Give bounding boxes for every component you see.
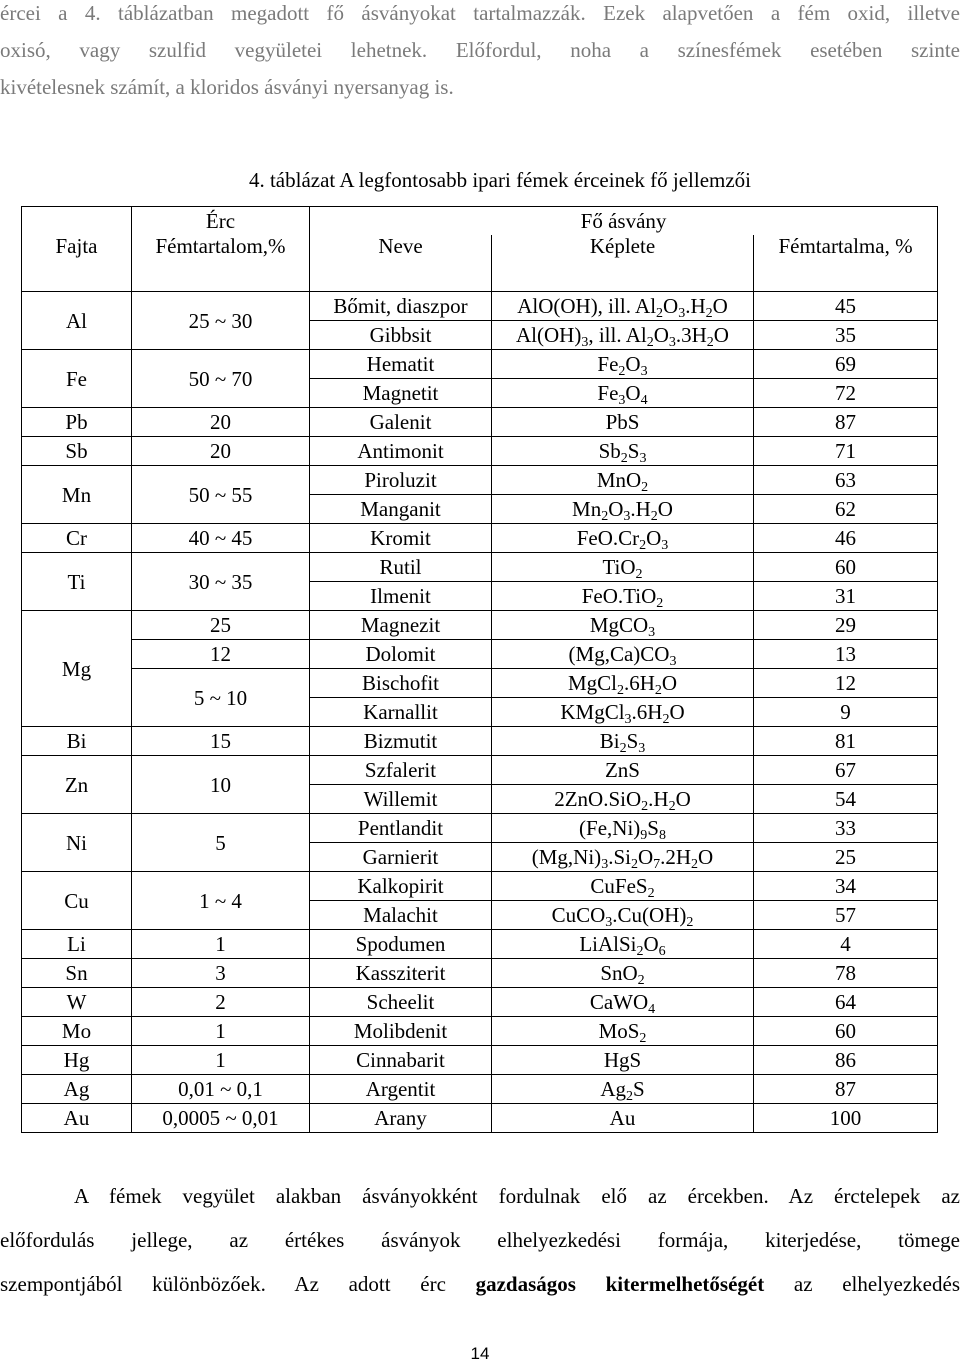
mineral-name-cell: Scheelit	[310, 988, 492, 1017]
table-row	[22, 640, 938, 669]
metal-type-cell: Zn	[22, 756, 132, 814]
table-row	[22, 814, 938, 843]
mineral-name-cell: Galenit	[310, 408, 492, 437]
metal-type-cell: Ti	[22, 553, 132, 611]
metal-content-cell: 40 ~ 45	[132, 524, 310, 553]
metal-type-cell: Fe	[22, 350, 132, 408]
metal-pct-cell: 64	[754, 988, 938, 1017]
metal-content-cell: 20	[132, 437, 310, 466]
table-row	[22, 727, 938, 756]
mineral-formula-cell: MoS$_2$	[492, 1017, 754, 1046]
mineral-formula-cell: CaWO$_4$	[492, 988, 754, 1017]
metal-pct-cell: 54	[754, 785, 938, 814]
metal-content-cell: 12	[132, 640, 310, 669]
mineral-formula-cell: $MgCl_2.6H_2O$	[492, 669, 754, 698]
table-body	[22, 292, 938, 1133]
mineral-formula-cell: PbS	[492, 408, 754, 437]
mineral-formula-cell: SnO$_2$	[492, 959, 754, 988]
mineral-name-cell: Bischofit	[310, 669, 492, 698]
mineral-formula-cell: $Ag_2S$	[492, 1075, 754, 1104]
mineral-name-cell: Kalkopirit	[310, 872, 492, 901]
mineral-name-cell: Arany	[310, 1104, 492, 1133]
metal-content-cell: 15	[132, 727, 310, 756]
table-row	[22, 350, 938, 379]
metal-pct-cell: 34	[754, 872, 938, 901]
mineral-name-cell: Karnallit	[310, 698, 492, 727]
mineral-formula-cell: $KMgCl_3.6H_2O$	[492, 698, 754, 727]
table-row	[22, 1075, 938, 1104]
metal-pct-cell: 35	[754, 321, 938, 350]
metal-type-cell: Li	[22, 930, 132, 959]
metal-pct-cell: 13	[754, 640, 938, 669]
mineral-name-cell: Piroluzit	[310, 466, 492, 495]
metal-pct-cell: 62	[754, 495, 938, 524]
metal-content-cell: 1	[132, 930, 310, 959]
metal-type-cell: Bi	[22, 727, 132, 756]
mineral-name-cell: Bizmutit	[310, 727, 492, 756]
mineral-formula-cell: AlO(OH), ill. $Al_2O_3.H_2O$	[492, 292, 754, 321]
mineral-name-cell: Ilmenit	[310, 582, 492, 611]
metal-content-cell: 50 ~ 55	[132, 466, 310, 524]
metal-pct-cell: 29	[754, 611, 938, 640]
metal-type-cell: W	[22, 988, 132, 1017]
outro-line-1: A fémek vegyület alakban ásványokként fordulnak elő az ércekben. Az érctelepek az	[74, 1184, 960, 1208]
mineral-formula-cell: $Fe_3O_4$	[492, 379, 754, 408]
table-row	[22, 553, 938, 582]
intro-line-2: oxisó, vagy szulfid vegyületei lehetnek. Előfordul, noha a színesfémek esetében szinte	[0, 38, 960, 62]
metal-pct-cell: 57	[754, 901, 938, 930]
metal-pct-cell: 81	[754, 727, 938, 756]
mineral-name-cell: Kassziterit	[310, 959, 492, 988]
metal-content-cell: 0,0005 ~ 0,01	[132, 1104, 310, 1133]
mineral-name-cell: Manganit	[310, 495, 492, 524]
metal-pct-cell: 9	[754, 698, 938, 727]
outro-paragraph	[0, 1186, 960, 1318]
metal-content-cell: 1	[132, 1017, 310, 1046]
mineral-formula-cell: MgCO$_3$	[492, 611, 754, 640]
header-formula: Képlete	[492, 235, 754, 292]
metal-type-cell: Ni	[22, 814, 132, 872]
metal-type-cell: Sn	[22, 959, 132, 988]
mineral-formula-cell: HgS	[492, 1046, 754, 1075]
metal-type-cell: Pb	[22, 408, 132, 437]
mineral-name-cell: Kromit	[310, 524, 492, 553]
header-type: Fajta	[22, 235, 132, 292]
metal-type-cell: Al	[22, 292, 132, 350]
metal-content-cell: 0,01 ~ 0,1	[132, 1075, 310, 1104]
mineral-formula-cell: Au	[492, 1104, 754, 1133]
intro-line-1: ércei a 4. táblázatban megadott fő ásványokat tartalmazzák. Ezek alapvetően a fém oxid, illetve	[0, 1, 960, 25]
mineral-name-cell: Argentit	[310, 1075, 492, 1104]
mineral-name-cell: Pentlandit	[310, 814, 492, 843]
mineral-formula-cell: $CuCO_3.Cu(OH)_2$	[492, 901, 754, 930]
intro-paragraph	[0, 3, 960, 114]
page-number: 14	[470, 1344, 490, 1363]
mineral-formula-cell: $Mn_2O_3.H_2O$	[492, 495, 754, 524]
mineral-formula-cell: $(Fe,Ni)_9S_8$	[492, 814, 754, 843]
mineral-name-cell: Szfalerit	[310, 756, 492, 785]
metal-content-cell: 5 ~ 10	[132, 669, 310, 727]
mineral-formula-cell: MnO$_2$	[492, 466, 754, 495]
outro-line-3-end: az elhelyezkedés	[764, 1272, 960, 1296]
header-main-mineral: Fő ásvány	[310, 207, 938, 236]
header-metal-pct: Fémtartalma, %	[754, 235, 938, 292]
metal-pct-cell: 67	[754, 756, 938, 785]
minerals-table	[21, 206, 938, 1133]
metal-pct-cell: 72	[754, 379, 938, 408]
metal-content-cell: 5	[132, 814, 310, 872]
metal-pct-cell: 78	[754, 959, 938, 988]
mineral-name-cell: Gibbsit	[310, 321, 492, 350]
mineral-formula-cell: $2ZnO.SiO_2.H_2O$	[492, 785, 754, 814]
mineral-formula-cell: $Sb_2S_3$	[492, 437, 754, 466]
mineral-name-cell: Magnezit	[310, 611, 492, 640]
metal-pct-cell: 12	[754, 669, 938, 698]
metal-type-cell: Sb	[22, 437, 132, 466]
table-caption: 4. táblázat A legfontosabb ipari fémek érceinek fő jellemzői	[248, 168, 752, 192]
metal-pct-cell: 71	[754, 437, 938, 466]
metal-type-cell: Hg	[22, 1046, 132, 1075]
outro-line-2: előfordulás jellege, az értékes ásványok elhelyezkedési formája, kiterjedése, tömege	[0, 1228, 960, 1252]
mineral-name-cell: Spodumen	[310, 930, 492, 959]
metal-pct-cell: 87	[754, 1075, 938, 1104]
table-row	[22, 524, 938, 553]
metal-content-cell: 10	[132, 756, 310, 814]
table-row	[22, 1104, 938, 1133]
table-row	[22, 669, 938, 698]
mineral-name-cell: Magnetit	[310, 379, 492, 408]
metal-pct-cell: 45	[754, 292, 938, 321]
table-row	[22, 959, 938, 988]
mineral-formula-cell: $LiAlSi_2O_6$	[492, 930, 754, 959]
table-row	[22, 930, 938, 959]
mineral-formula-cell: $FeO.Cr_2O_3$	[492, 524, 754, 553]
table-row	[22, 611, 938, 640]
mineral-formula-cell: $Bi_2S_3$	[492, 727, 754, 756]
header-metal-content: Fémtartalom,%	[132, 235, 310, 292]
metal-type-cell: Au	[22, 1104, 132, 1133]
intro-line-3: kivételesnek számít, a kloridos ásványi nyersanyag is.	[0, 75, 454, 99]
outro-line-3-start: szempontjából különbözőek. Az adott érc	[0, 1272, 476, 1296]
mineral-formula-cell: ZnS	[492, 756, 754, 785]
mineral-name-cell: Cinnabarit	[310, 1046, 492, 1075]
mineral-formula-cell: $(Mg,Ni)_3.Si_2O_7.2H_2O$	[492, 843, 754, 872]
metal-pct-cell: 46	[754, 524, 938, 553]
metal-content-cell: 30 ~ 35	[132, 553, 310, 611]
mineral-formula-cell: TiO$_2$	[492, 553, 754, 582]
metal-pct-cell: 63	[754, 466, 938, 495]
metal-type-cell: Mo	[22, 1017, 132, 1046]
mineral-formula-cell: $Al(OH)_3$, ill. $Al_2O_3.3H_2O$	[492, 321, 754, 350]
outro-line-3	[0, 1274, 960, 1318]
mineral-name-cell: Willemit	[310, 785, 492, 814]
mineral-name-cell: Hematit	[310, 350, 492, 379]
metal-content-cell: 1 ~ 4	[132, 872, 310, 930]
mineral-name-cell: Malachit	[310, 901, 492, 930]
metal-content-cell: 50 ~ 70	[132, 350, 310, 408]
mineral-formula-cell: $Fe_2O_3$	[492, 350, 754, 379]
header-ore: Érc	[132, 207, 310, 236]
mineral-name-cell: Antimonit	[310, 437, 492, 466]
header-cell-empty	[22, 207, 132, 236]
metal-pct-cell: 87	[754, 408, 938, 437]
table-row	[22, 756, 938, 785]
mineral-name-cell: Bőmit, diaszpor	[310, 292, 492, 321]
table-row	[22, 408, 938, 437]
metal-type-cell: Cu	[22, 872, 132, 930]
mineral-formula-cell: FeO.TiO$_2$	[492, 582, 754, 611]
metal-type-cell: Mg	[22, 611, 132, 727]
metal-content-cell: 2	[132, 988, 310, 1017]
metal-type-cell: Mn	[22, 466, 132, 524]
mineral-formula-cell: $(Mg,Ca)CO_3$	[492, 640, 754, 669]
table-row	[22, 292, 938, 321]
table-row	[22, 1046, 938, 1075]
table-row	[22, 437, 938, 466]
mineral-name-cell: Rutil	[310, 553, 492, 582]
outro-bold-phrase: gazdaságos kitermelhetőségét	[475, 1272, 765, 1296]
table-header-row-1	[22, 207, 938, 236]
metal-pct-cell: 4	[754, 930, 938, 959]
metal-content-cell: 25 ~ 30	[132, 292, 310, 350]
header-name: Neve	[310, 235, 492, 292]
metal-pct-cell: 69	[754, 350, 938, 379]
mineral-name-cell: Molibdenit	[310, 1017, 492, 1046]
metal-pct-cell: 33	[754, 814, 938, 843]
table-row	[22, 1017, 938, 1046]
metal-content-cell: 25	[132, 611, 310, 640]
metal-type-cell: Ag	[22, 1075, 132, 1104]
metal-type-cell: Cr	[22, 524, 132, 553]
table-header-row-2	[22, 235, 938, 292]
metal-pct-cell: 86	[754, 1046, 938, 1075]
metal-pct-cell: 60	[754, 553, 938, 582]
metal-pct-cell: 60	[754, 1017, 938, 1046]
mineral-name-cell: Dolomit	[310, 640, 492, 669]
table-row	[22, 466, 938, 495]
metal-content-cell: 20	[132, 408, 310, 437]
mineral-formula-cell: CuFeS$_2$	[492, 872, 754, 901]
metal-content-cell: 3	[132, 959, 310, 988]
metal-pct-cell: 100	[754, 1104, 938, 1133]
table-row	[22, 872, 938, 901]
mineral-name-cell: Garnierit	[310, 843, 492, 872]
metal-pct-cell: 31	[754, 582, 938, 611]
table-row	[22, 988, 938, 1017]
metal-content-cell: 1	[132, 1046, 310, 1075]
metal-pct-cell: 25	[754, 843, 938, 872]
